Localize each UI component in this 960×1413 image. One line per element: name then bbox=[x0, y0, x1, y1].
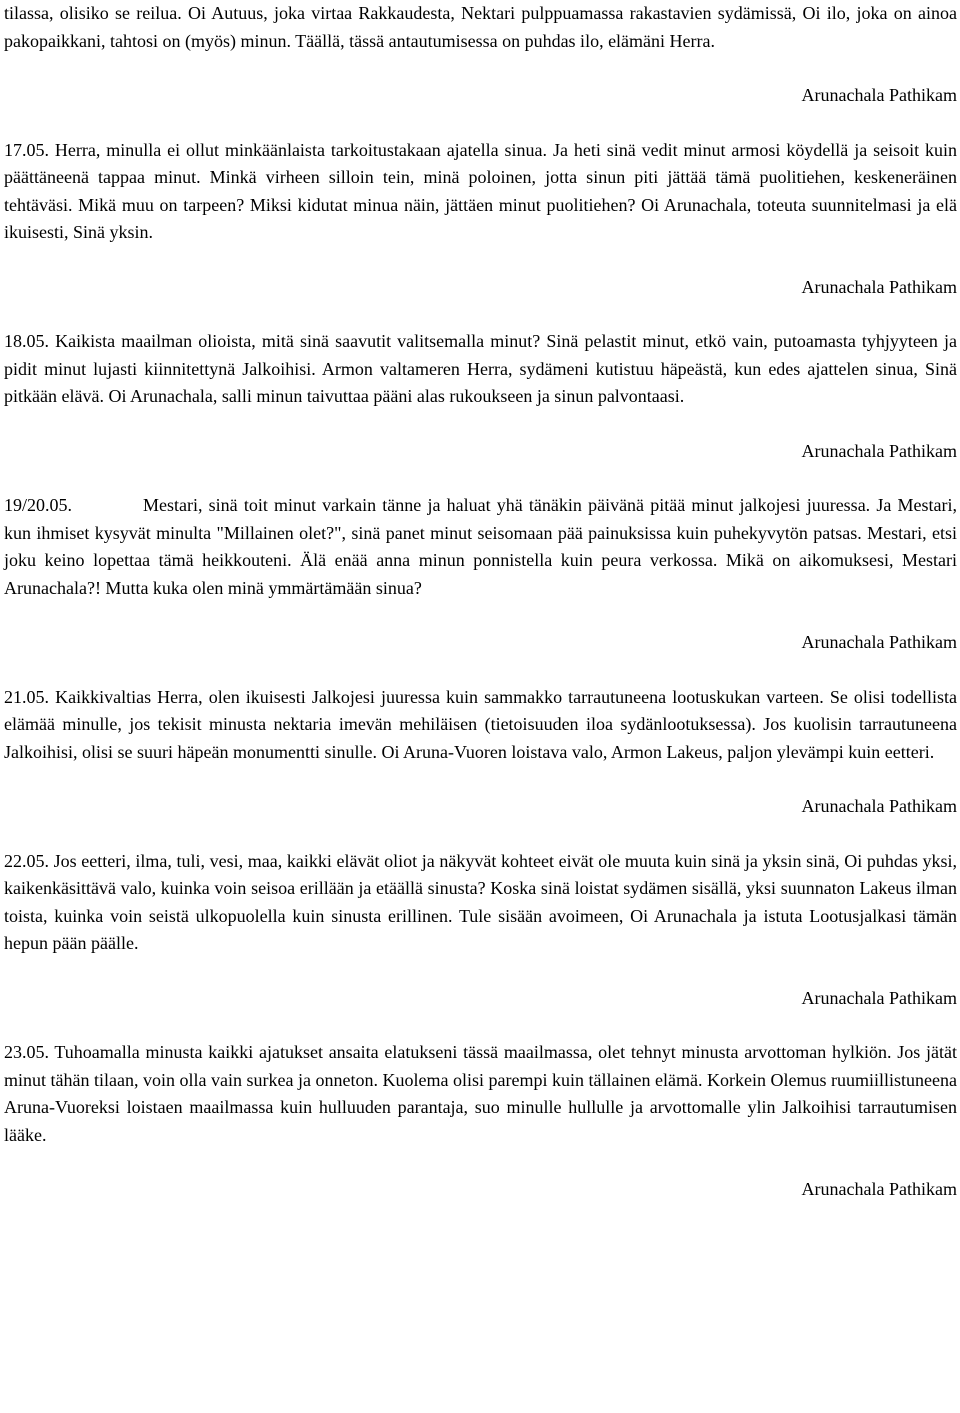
signature: Arunachala Pathikam bbox=[801, 440, 957, 461]
signature: Arunachala Pathikam bbox=[801, 987, 957, 1008]
signature: Arunachala Pathikam bbox=[801, 85, 957, 105]
entry-paragraph bbox=[4, 137, 957, 247]
entry-date: 18.05. bbox=[4, 331, 49, 351]
signature: Arunachala Pathikam bbox=[801, 796, 957, 816]
entry-date: 21.05. bbox=[4, 686, 49, 707]
entry-paragraph bbox=[4, 684, 957, 767]
signature: Arunachala Pathikam bbox=[801, 632, 957, 652]
entry-paragraph bbox=[4, 1039, 957, 1149]
entry-text: Jos eetteri, ilma, tuli, vesi, maa, kaikki elävät oliot ja näkyvät kohteet eivät ole muuta kuin sinä ja yksin sinä, Oi puhdas yksi, kaikenkäsittävä valo, kuinka voin seisoa erillään ja etäällä sinusta? Koska sinä loistat sydämen sisällä, yksi suunnaton Lakeus ilman toista, kuinka voin seistä ulkopuolella kuin sinusta erillinen. Tule sisään avoimeen, Oi Arunachala ja istuta Lootusjalkasi tämän hepun pään päälle. bbox=[4, 850, 957, 953]
signature: Arunachala Pathikam bbox=[801, 1179, 957, 1199]
entry-text: Kaikkivaltias Herra, olen ikuisesti Jalkojesi juuressa kuin sammakko tarrautuneena lootuskukan varteen. Se olisi todellista elämää minulle, jos tekisit minusta nektaria imevän mehiläisen (tietoisuuden iloa sydänlootuksessa). Jos kuolisin tarrautuneena Jalkoihisi, olisi se suuri häpeän monumentti sinulle. Oi Aruna-Vuoren loistava valo, Armon Lakeus, paljon ylevämpi kuin eetteri. bbox=[4, 686, 957, 762]
entry-date: 19/20.05. bbox=[4, 495, 73, 515]
entry-date: 23.05. bbox=[4, 1042, 49, 1062]
entry-paragraph bbox=[4, 848, 957, 958]
entry-date: 22.05. bbox=[4, 850, 49, 871]
entry-paragraph bbox=[4, 328, 957, 411]
entry-text: Herra, minulla ei ollut minkäänlaista tarkoitustakaan ajatella sinua. Ja heti sinä vedit minut armosi köydellä ja seisoit kuin päättäneenä tappaa minut. Minkä virheen silloin tein, minä poloinen, jotta sinun piti jättää tämä puolitiehen, keskeneräinen tehtäväsi. Mikä muu on tarpeen? Miksi kidutat minua näin, jättäen minut puolitiehen? Oi Arunachala, toteuta suunnitelmasi ja elä ikuisesti, Sinä yksin. bbox=[4, 139, 957, 242]
intro-paragraph: tilassa, olisiko se reilua. Oi Autuus, joka virtaa Rakkaudesta, Nektari pulppuamassa rakastavien sydämissä, Oi ilo, joka on ainoa pakopaikkani, tahtosi on (myös) minun. Täällä, tässä antautumisessa on puhdas ilo, elämäni Herra. bbox=[4, 3, 957, 51]
entry-text: Kaikista maailman olioista, mitä sinä saavutit valitsemalla minut? Sinä pelastit minut, etkö vain, putoamasta tyhjyyteen ja pidit minut lujasti kiinnitettynä Jalkoihisi. Armon valtameren Herra, sydämeni kutistuu häpeästä, kun edes ajattelen sinua, Sinä pitkään elävä. Oi Arunachala, salli minun taivuttaa pääni alas rukoukseen ja sinun palvontaasi. bbox=[4, 331, 957, 406]
signature: Arunachala Pathikam bbox=[801, 276, 957, 297]
entry-date: 17.05. bbox=[4, 139, 49, 160]
entry-text: Tuhoamalla minusta kaikki ajatukset ansaita elatukseni tässä maailmassa, olet tehnyt minusta arvottoman hylkiön. Jos jätät minut tähän tilaan, voin olla vain surkea ja onneton. Kuolema olisi parempi kuin tällainen elämä. Korkein Olemus ruumiillistuneena Aruna-Vuoreksi loistaen maailmassa kuin hulluuden parantaja, suo minulle hullulle ja arvottomalle ylin Jalkoihisi tarrautumisen lääke. bbox=[4, 1042, 957, 1145]
entry-text: Mestari, sinä toit minut varkain tänne ja haluat yhä tänäkin päivänä pitää minut jalkojesi juuressa. Ja Mestari, kun ihmiset kysyvät minulta "Millainen olet?", sinä panet minut seisomaan pää painuksissa kuin puhekyvytön patsas. Mestari, etsi joku keino lopettaa tämä heikkouteni. Älä enää anna minun ponnistella kuin peura verkossa. Mikä on aikomuksesi, Mestari Arunachala?! Mutta kuka olen minä ymmärtämään sinua? bbox=[4, 495, 957, 598]
entry-paragraph bbox=[4, 492, 957, 602]
document-page bbox=[4, 0, 957, 1204]
